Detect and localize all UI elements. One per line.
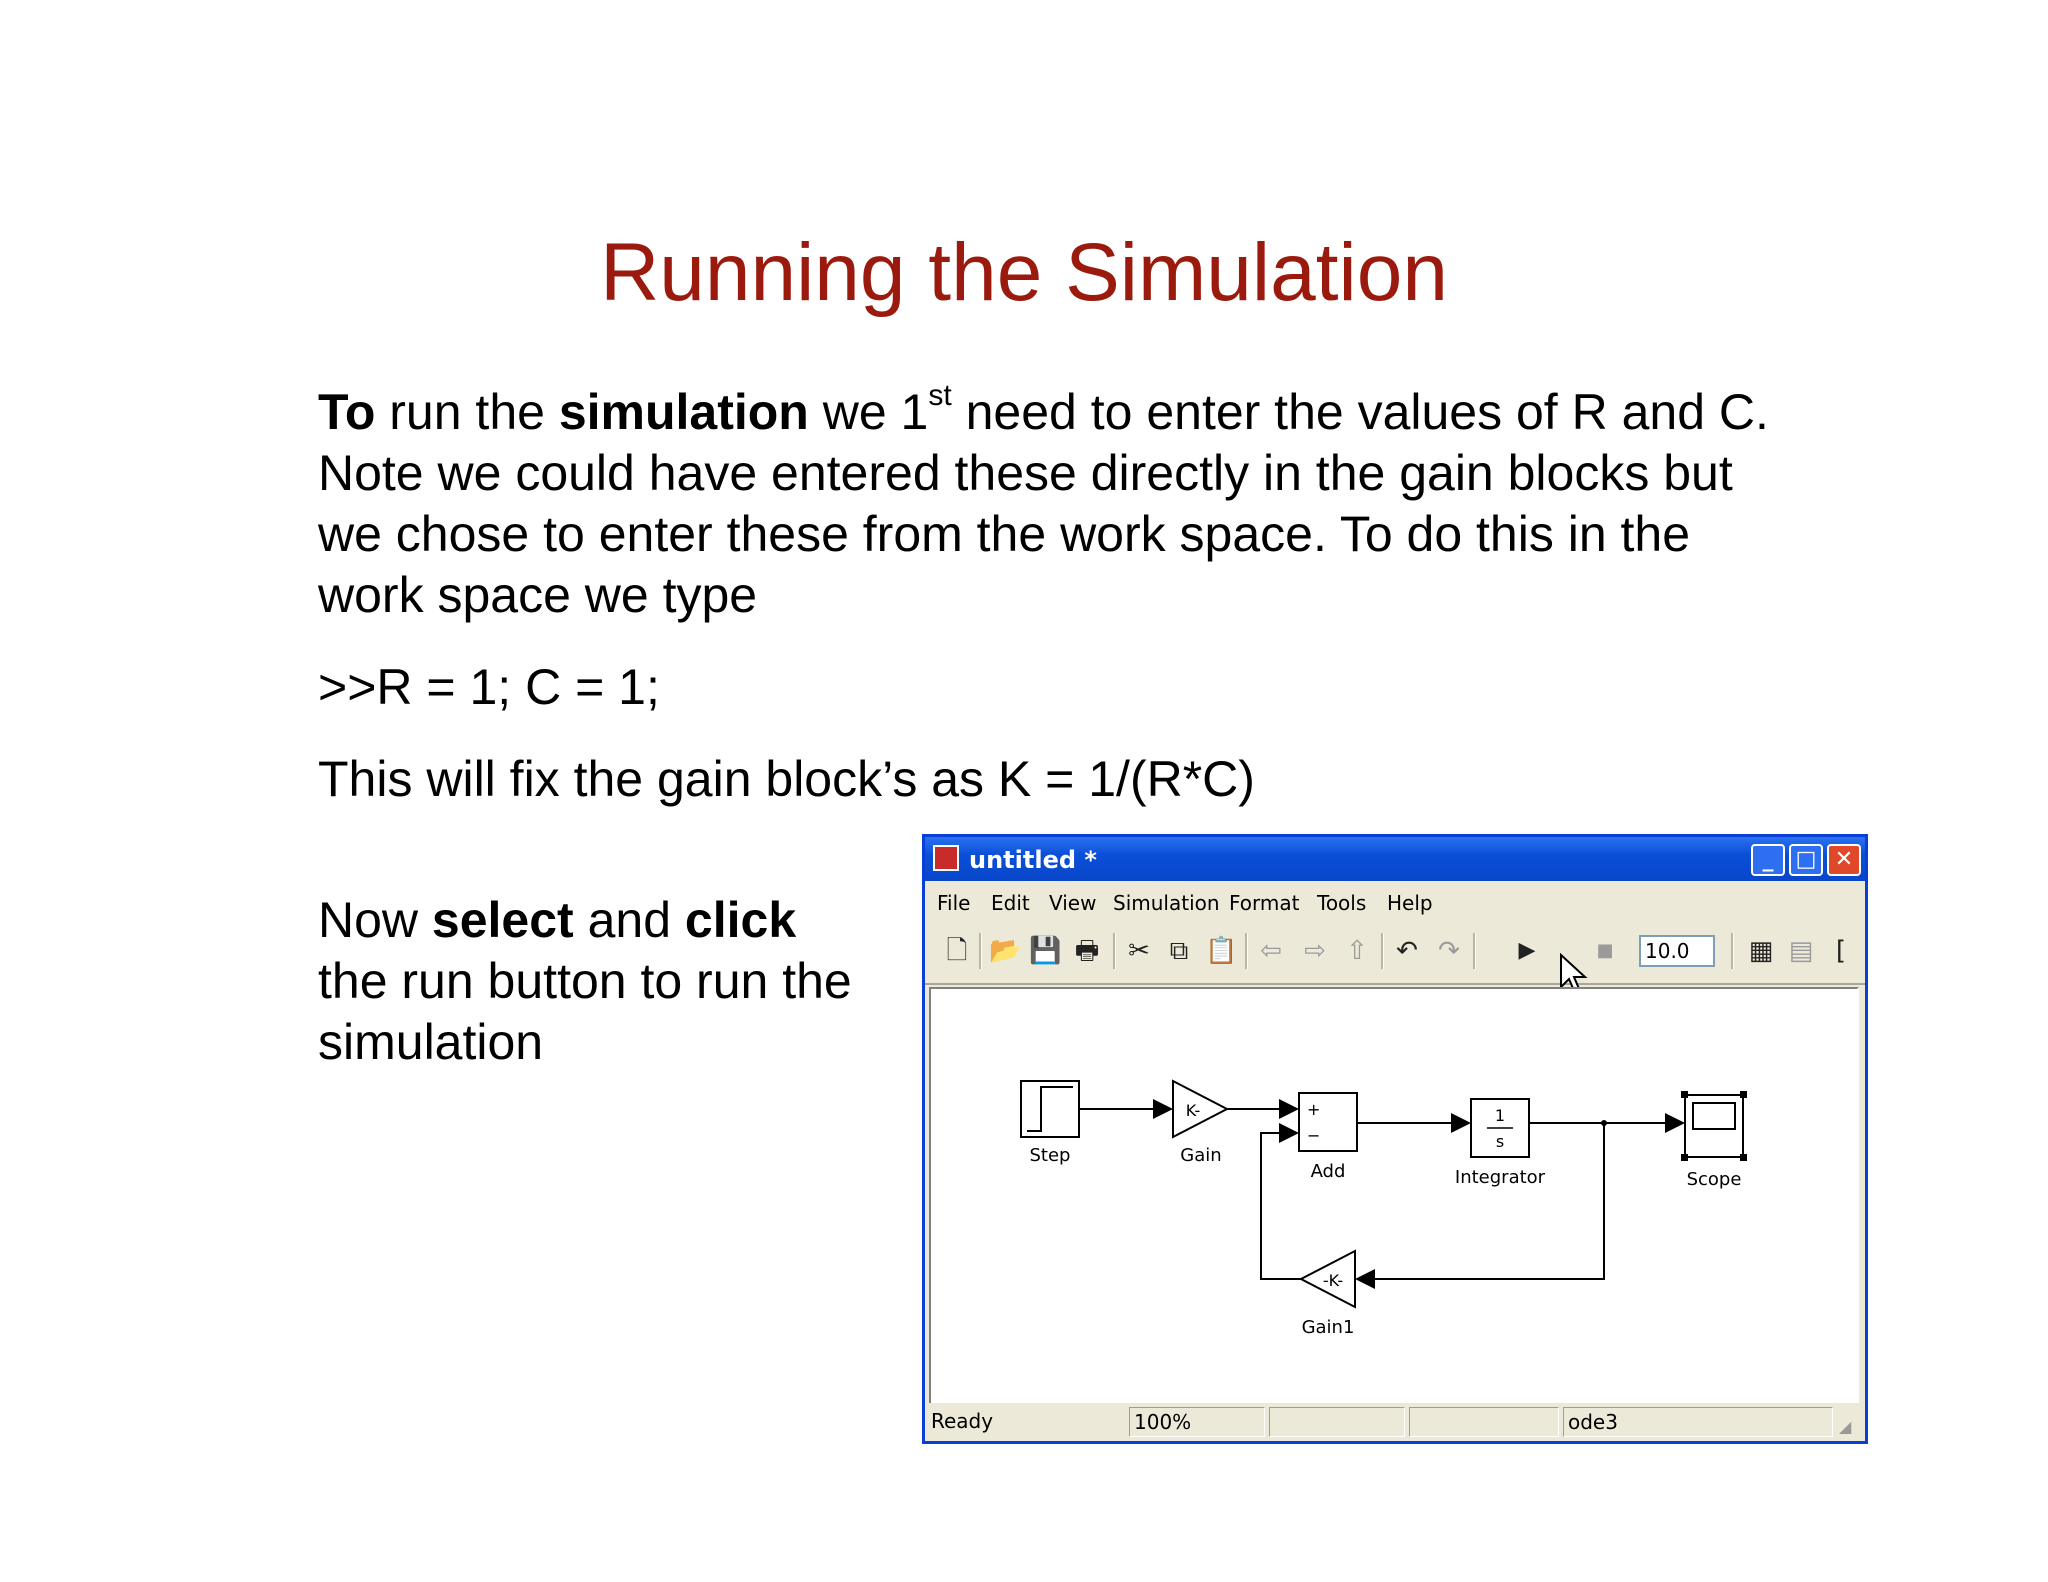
run-instruction [318,890,878,1073]
note-text-3: the run button to run the simulation [318,953,852,1070]
redo-icon[interactable]: ↷ [1438,936,1460,966]
intro-text-3: need to enter the values of R and C. Note we could have entered these directly in the gain blocks but we chose to enter these from the work space. To do this in the work space we type [318,384,1769,623]
block-diagram [931,989,1859,1403]
undo-icon[interactable]: ↶ [1396,936,1418,966]
save-icon[interactable]: 💾 [1029,936,1062,966]
toolbar-separator [1381,933,1384,969]
note-bold-select: select [431,892,574,948]
toolbar-separator [1731,933,1734,969]
model-canvas[interactable] [929,987,1859,1405]
gain-symbol: K- [1185,1101,1201,1120]
resize-grip-icon[interactable]: ◢ [1839,1417,1852,1436]
step-block[interactable] [1021,1081,1079,1137]
status-empty-1 [1269,1407,1405,1437]
add-label: Add [1310,1161,1346,1182]
status-solver: ode3 [1563,1407,1833,1437]
open-icon[interactable]: 📂 [989,936,1022,966]
new-icon[interactable]: 🗋 [946,936,968,966]
simulink-window [922,834,1868,1444]
menu-simulation[interactable]: Simulation [1113,891,1220,915]
intro-bold-to: To [318,384,376,440]
add-minus-sign: − [1307,1126,1321,1145]
close-button[interactable]: ✕ [1827,844,1861,876]
note-bold-click: click [684,892,797,948]
step-label: Step [1029,1145,1071,1166]
add-plus-sign: + [1307,1100,1321,1119]
title-bar[interactable] [925,837,1865,881]
code-line: >>R = 1; C = 1; [318,659,660,715]
status-bar [925,1403,1865,1441]
intro-text-1: run the [375,384,559,440]
body-text [318,379,1798,810]
gain-label: Gain [1180,1145,1222,1166]
up-icon[interactable]: ⇧ [1346,936,1368,966]
window-title: untitled * [969,846,1097,874]
note-text-2: and [573,892,685,948]
menu-view[interactable]: View [1049,891,1097,915]
gain1-to-add-line [1261,1133,1301,1279]
menu-format[interactable]: Format [1229,891,1300,915]
toolbar-overflow-icon[interactable]: [ [1835,936,1847,966]
intro-text-2: we 1 [808,384,929,440]
print-icon[interactable]: 🖶 [1074,936,1100,966]
scope-block[interactable] [1681,1091,1747,1161]
intro-paragraph [318,379,1798,626]
paste-icon[interactable]: 📋 [1205,936,1238,966]
gain1-symbol: -K- [1322,1271,1344,1290]
run-icon[interactable]: ▶ [1518,938,1536,963]
cut-icon[interactable]: ✂ [1128,936,1150,966]
copy-icon[interactable]: ⧉ [1169,936,1189,966]
toolbar [925,921,1865,985]
toolbar-separator [1473,933,1476,969]
library-icon[interactable]: ▤ [1788,936,1814,966]
simulink-app-icon [933,845,959,871]
back-icon[interactable]: ⇦ [1260,936,1282,966]
gain-note: This will fix the gain block’s as K = 1/(R*C) [318,751,1255,807]
model-browser-icon[interactable]: ▦ [1748,936,1774,966]
toolbar-separator [1113,933,1116,969]
maximize-button[interactable]: □ [1789,844,1823,876]
menu-help[interactable]: Help [1387,891,1433,915]
integrator-numerator: 1 [1494,1106,1506,1125]
minimize-button[interactable]: _ [1751,844,1785,876]
forward-icon[interactable]: ⇨ [1304,936,1326,966]
toolbar-separator [1245,933,1248,969]
integrator-denominator: s [1495,1132,1505,1151]
stop-time-input[interactable]: 10.0 [1639,935,1715,967]
menu-file[interactable]: File [937,891,971,915]
slide-title: Running the Simulation [600,227,1448,318]
toolbar-separator [979,933,982,969]
status-ready: Ready [931,1409,994,1433]
status-zoom: 100% [1129,1407,1265,1437]
note-text-1: Now [318,892,432,948]
scope-label: Scope [1686,1169,1742,1190]
stop-icon[interactable]: ■ [1596,940,1614,961]
menu-edit[interactable]: Edit [991,891,1030,915]
menu-bar [925,881,1865,921]
status-empty-2 [1409,1407,1559,1437]
gain1-label: Gain1 [1301,1317,1355,1338]
integrator-label: Integrator [1454,1167,1546,1188]
menu-tools[interactable]: Tools [1317,891,1367,915]
intro-bold-simulation: simulation [558,384,809,440]
intro-superscript: st [928,379,952,413]
